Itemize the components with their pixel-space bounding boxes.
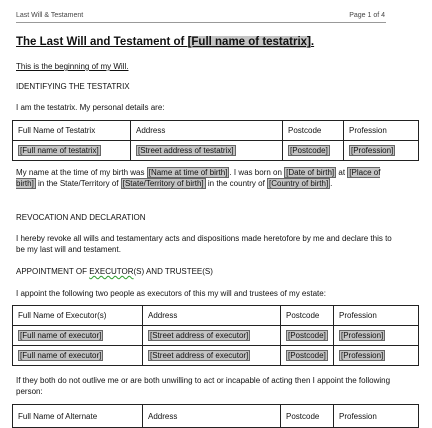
place-of-birth-field[interactable]: [Place of birth] [16, 168, 381, 188]
table-cell [13, 346, 143, 366]
table-cell [283, 141, 344, 161]
table-cell [143, 326, 281, 346]
title-suffix: . [310, 36, 315, 48]
heading-text-misspelled: EXECUTOR [89, 267, 134, 276]
page-number: Page 1 of 4 [349, 12, 385, 19]
testatrix-profession-field[interactable]: [Profession] [351, 146, 394, 155]
header-cell: Postcode [283, 121, 344, 141]
header-cell: Profession [334, 306, 419, 326]
heading-text: APPOINTMENT OF [16, 267, 90, 276]
header-cell: Address [131, 121, 283, 141]
section-heading-revocation: REVOCATION AND DECLARATION [16, 213, 146, 222]
title-placeholder[interactable]: [Full name of testatrix] [187, 36, 311, 48]
table-row [13, 141, 419, 161]
birth-text: . I was born on [229, 168, 285, 177]
executor-postcode-field[interactable]: [Postcode] [288, 351, 326, 360]
executor-postcode-field[interactable]: [Postcode] [288, 331, 326, 340]
executor-table [12, 305, 419, 366]
country-of-birth-field[interactable]: [Country of birth] [269, 179, 329, 188]
table-cell [13, 141, 131, 161]
page-header-title: Last Will & Testament [16, 12, 84, 19]
name-at-birth-field[interactable]: [Name at time of birth] [148, 168, 228, 177]
table-cell [344, 141, 419, 161]
executor-intro: I appoint the following two people as executors of this my will and trustees of my estate: [16, 289, 326, 298]
header-cell: Address [143, 306, 281, 326]
table-cell [131, 141, 283, 161]
alternate-intro: If they both do not outlive me or are both unwilling to act or incapable of acting then I appoint the following person: [16, 376, 391, 396]
birth-text: My name at the time of my birth was [16, 168, 147, 177]
birth-text: in the country of [205, 179, 268, 188]
table-cell [143, 346, 281, 366]
executor-address-field[interactable]: [Street address of executor] [150, 331, 249, 340]
table-cell [334, 326, 419, 346]
birth-text: in the State/Territory of [35, 179, 121, 188]
header-cell: Postcode [281, 306, 334, 326]
executor-name-field[interactable]: [Full name of executor] [20, 351, 102, 360]
birth-details-paragraph [16, 167, 394, 189]
section-heading-appointment [16, 266, 394, 277]
table-cell [281, 326, 334, 346]
table-cell [281, 346, 334, 366]
heading-text: (S) AND TRUSTEE(S) [133, 267, 213, 276]
birth-text: . [330, 179, 333, 188]
executor-name-field[interactable]: [Full name of executor] [20, 331, 102, 340]
table-cell [13, 326, 143, 346]
section-heading-identifying: IDENTIFYING THE TESTATRIX [16, 82, 130, 91]
testatrix-table [12, 120, 419, 161]
header-cell: Full Name of Executor(s) [13, 306, 143, 326]
birth-text: at [336, 168, 348, 177]
revocation-text: I hereby revoke all wills and testamentary acts and dispositions made heretofore by me and declare this to be my last will and testament. [16, 234, 392, 254]
date-of-birth-field[interactable]: [Date of birth] [286, 168, 335, 177]
alternate-table [12, 404, 419, 428]
executor-profession-field[interactable]: [Profession] [341, 351, 384, 360]
testatrix-address-field[interactable]: [Street address of testatrix] [138, 146, 234, 155]
table-cell [334, 346, 419, 366]
header-cell: Full Name of Testatrix [13, 121, 131, 141]
executor-address-field[interactable]: [Street address of executor] [150, 351, 249, 360]
table-header-row [13, 405, 419, 428]
beginning-text: This is the beginning of my Will. [16, 62, 129, 71]
header-cell: Profession [344, 121, 419, 141]
header-rule [16, 22, 386, 23]
header-cell: Postcode [281, 405, 334, 428]
state-of-birth-field[interactable]: [State/Territory of birth] [122, 179, 204, 188]
testatrix-name-field[interactable]: [Full name of testatrix] [20, 146, 99, 155]
table-row [13, 326, 419, 346]
header-cell: Full Name of Alternate [13, 405, 143, 428]
table-header-row [13, 306, 419, 326]
testatrix-intro: I am the testatrix. My personal details are: [16, 103, 165, 112]
title-prefix: The Last Will and Testament of [16, 36, 188, 48]
header-cell: Address [143, 405, 281, 428]
header-cell: Profession [334, 405, 419, 428]
testatrix-postcode-field[interactable]: [Postcode] [290, 146, 328, 155]
document-title [16, 36, 314, 48]
table-header-row [13, 121, 419, 141]
table-row [13, 346, 419, 366]
executor-profession-field[interactable]: [Profession] [341, 331, 384, 340]
